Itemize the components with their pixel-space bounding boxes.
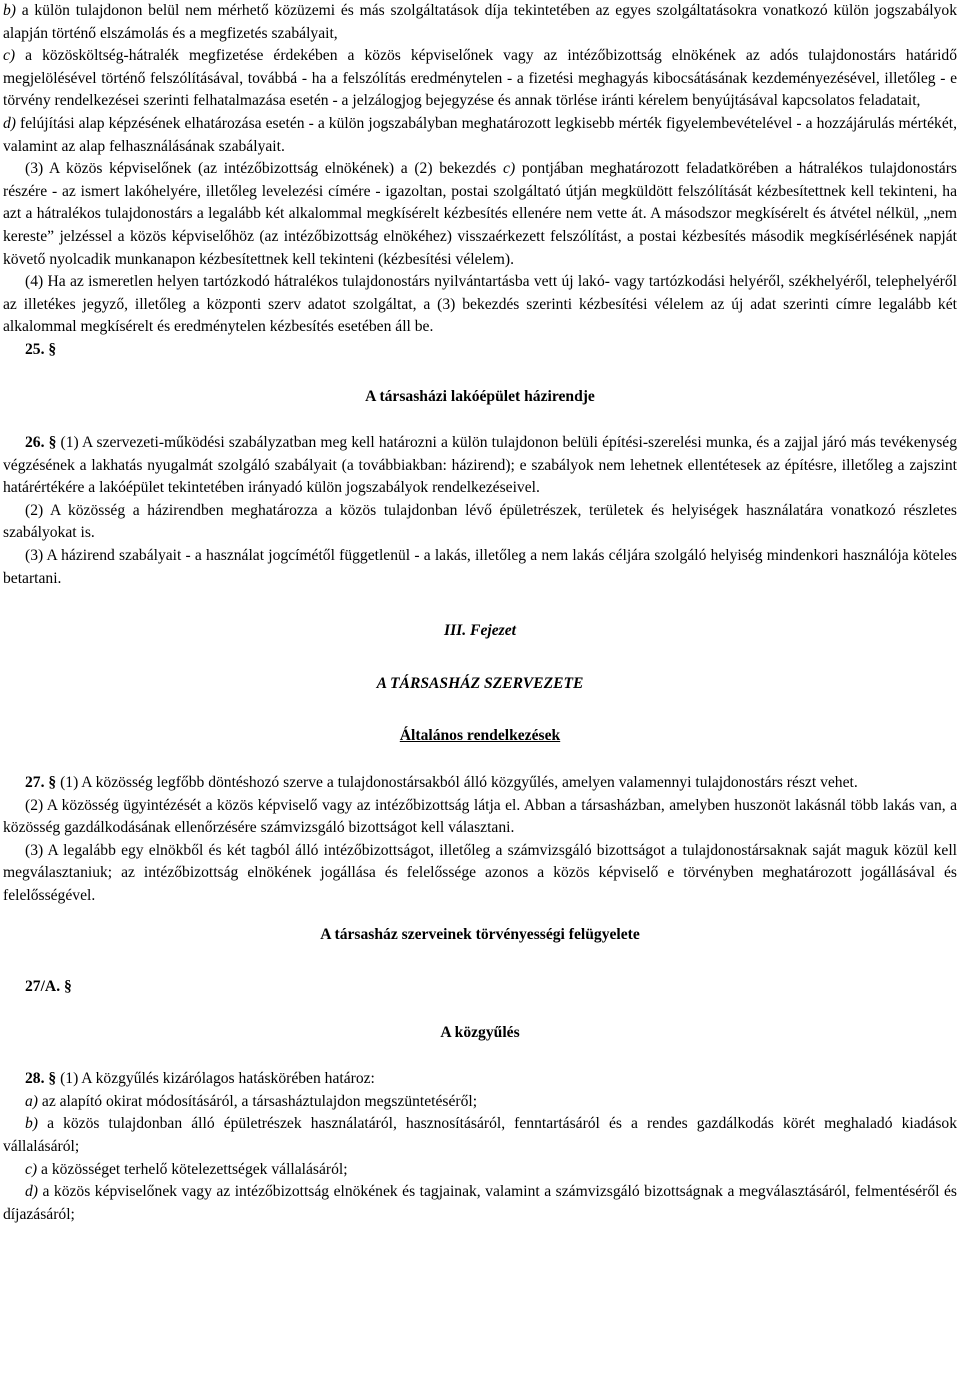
spacer: [3, 408, 957, 432]
point-label: a): [25, 1092, 38, 1110]
spacer: [3, 362, 957, 386]
paragraph-28-1-a: [3, 1091, 957, 1114]
section-25-number: 25. §: [25, 340, 57, 358]
paragraph-28-1-d: [3, 1181, 957, 1226]
paragraph-27-1: [3, 772, 957, 795]
paragraph-text: (1) A közgyűlés kizárólagos hatáskörében határoz:: [56, 1070, 375, 1088]
point-label: d): [25, 1183, 38, 1201]
section-number: 27. §: [25, 774, 57, 792]
paragraph-26-1: [3, 432, 957, 500]
paragraph-27-2: (2) A közösség ügyintézését a közös képviselő vagy az intézőbizottság látja el. Abban a társasházban, amelyben huszonöt lakásnál több lakás van, a közösség gazdálkodásának ellenőrzésére számvizsgáló bizottságot kell választani.: [3, 796, 957, 837]
heading-legal-supervision: A társasház szerveinek törvényességi felügyelete: [320, 925, 640, 943]
paragraph-text: felújítási alap képzésének elhatározása esetén - a külön jogszabályban meghatározott legkisebb mérték figyelembevételével - a hozzájárulás mértékét, valamint az alap felhasználásának szabályait.: [3, 114, 957, 155]
paragraph-text: a külön tulajdonon belül nem mérhető közüzemi és más szolgáltatások díja tekintetében az egyes szolgáltatásokra vonatkozó külön jogszabályok alapján történő elszámolás és a megfizetés szabályait,: [3, 2, 957, 42]
spacer: [3, 695, 957, 725]
heading-general-assembly: A közgyűlés: [440, 1023, 520, 1041]
paragraph-24-3: [3, 158, 957, 271]
paragraph-text: (4) Ha az ismeretlen helyen tartózkodó hátralékos tulajdonostárs nyilvántartásba vett új lakó- vagy tartózkodási helyéről, székhelyéről, telephelyéről az illetékes jegyző, illetőleg a központi szerv adatot szolgáltat, a (3) bekezdés szerinti kézbesítési vélelem az új adat szerinti címre legalább két alkalommal megkísérelt és eredménytelen kézbesítés esetében áll be.: [3, 273, 957, 336]
heading-organization: A TÁRSASHÁZ SZERVEZETE: [376, 674, 584, 692]
paragraph-text: a közösköltség-hátralék megfizetése érdekében a közös képviselőnek vagy az intézőbizottság elnökének az adós tulajdonostárs határidő megjelölésével történő felszólításával, továbbá - ha a felszólítás eredménytelen - a fizetési meghagyás kibocsátásának kezdeményezésével, illetőleg - e törvény rendelkezései szerinti felhatalmazása esetén - a jelzálogjog bejegyzése és annak törlése iránti kérelem benyújtásával kapcsolatos feladatait,: [3, 47, 957, 110]
section-number: 26. §: [25, 434, 57, 452]
paragraph-26-3: (3) A házirend szabályait - a használat jogcímétől függetlenül - a lakás, illetőleg a nem lakás céljára szolgáló helyiség mindenkori használója köteles betartani.: [3, 547, 957, 587]
point-label: c): [3, 47, 16, 65]
spacer: [3, 748, 957, 772]
paragraph-text: az alapító okirat módosításáról, a társasháztulajdon megszüntetéséről;: [38, 1092, 478, 1110]
section-number: 28. §: [25, 1070, 57, 1088]
point-label: c): [503, 160, 516, 178]
spacer: [3, 908, 957, 922]
point-label: b): [3, 2, 16, 19]
paragraph-28-1-b: [3, 1113, 957, 1158]
paragraph-text: a közösséget terhelő kötelezettségek vállalásáról;: [37, 1160, 348, 1178]
paragraph-24-4: [3, 271, 957, 339]
paragraph-text: (3) A közös képviselőnek (az intézőbizottság elnökének) a (2) bekezdés: [25, 160, 504, 178]
heading-chapter: III. Fejezet: [444, 622, 516, 640]
point-label: b): [25, 1115, 38, 1133]
spacer: [3, 590, 957, 620]
spacer: [3, 1044, 957, 1068]
paragraph-26-2: (2) A közösség a házirendben meghatározza a közös tulajdonban lévő épületrészek, területek és helyiségek használatára vonatkozó részletes szabályokat is.: [3, 501, 957, 542]
paragraph-28-1: [3, 1068, 957, 1091]
point-label: d): [3, 114, 16, 132]
paragraph-28-1-c: [3, 1159, 957, 1182]
paragraph-text: (1) A közösség legfőbb döntéshozó szerve a tulajdonostársakból álló közgyűlés, amelyen valamennyi tulajdonostárs részt vehet.: [56, 774, 858, 792]
section-27a-number: 27/A. §: [25, 977, 72, 995]
paragraph-24-2-d: [3, 113, 957, 158]
paragraph-text: pontjában meghatározott feladatkörében a hátralékos tulajdonostárs részére - az ismert lakóhelyére, illetőleg levelezési címére - igazoltan, postai szolgáltató útján megküldött felszólítását kézbesítettnek kell tekinteni, ha azt a hátralékos tulajdonostárs a legalább két alkalommal megkísérelt kézbesítés ellenére nem vette át. A másodszor megkísérelt és átvétel nélkül, „nem kereste” jelzéssel a közös képviselőhöz (az intézőbizottság elnökéhez) visszaérkezett felszólítást, a postai kézbesítés második megkísérlésének napját követő nyolcadik munkanapon kézbesítettnek kell tekinteni (kézbesítési vélelem).: [3, 160, 957, 268]
paragraph-24-2-c: [3, 45, 957, 113]
heading-house-rules: A társasházi lakóépület házirendje: [365, 387, 595, 405]
section-27a-block: [3, 922, 957, 1022]
heading-general-provisions: Általános rendelkezések: [399, 727, 561, 745]
paragraph-text: a közös tulajdonban álló épületrészek használatáról, hasznosításáról, fenntartásáról és a rendes gazdálkodás körét meghaladó kiadások vállalásáról;: [3, 1115, 957, 1155]
paragraph-27-3: (3) A legalább egy elnökből és két tagból álló intézőbizottságot, illetőleg a számvizsgáló bizottságot a tulajdonostársaknak saját maguk közül kell megválasztaniuk; az intézőbizottság elnökének jogállása és felelőssége azonos a közös képviselő e törvényben meghatározott jogállásával és felelősségével.: [3, 841, 957, 904]
paragraph-text: (1) A szervezeti-működési szabályzatban meg kell határozni a külön tulajdonon belüli építési-szerelési munka, és a zajjal járó más tevékenység végzésének a lakhatás nyugalmát szolgáló szabályait (a továbbiakban: házirend); e szabályok nem lehetnek ellentétesek az építésre, illetőleg a zajszint határértékére a lakóépület tekintetében irányadó külön jogszabályok rendelkezéseivel.: [3, 434, 958, 497]
paragraph-24-2-b: [3, 0, 957, 45]
spacer: [3, 643, 957, 673]
paragraph-text: a közös képviselőnek vagy az intézőbizottság elnökének és tagjainak, valamint a számvizsgáló bizottságnak a megválasztásáról, felmentéséről és díjazásáról;: [3, 1183, 957, 1223]
point-label: c): [25, 1160, 38, 1178]
